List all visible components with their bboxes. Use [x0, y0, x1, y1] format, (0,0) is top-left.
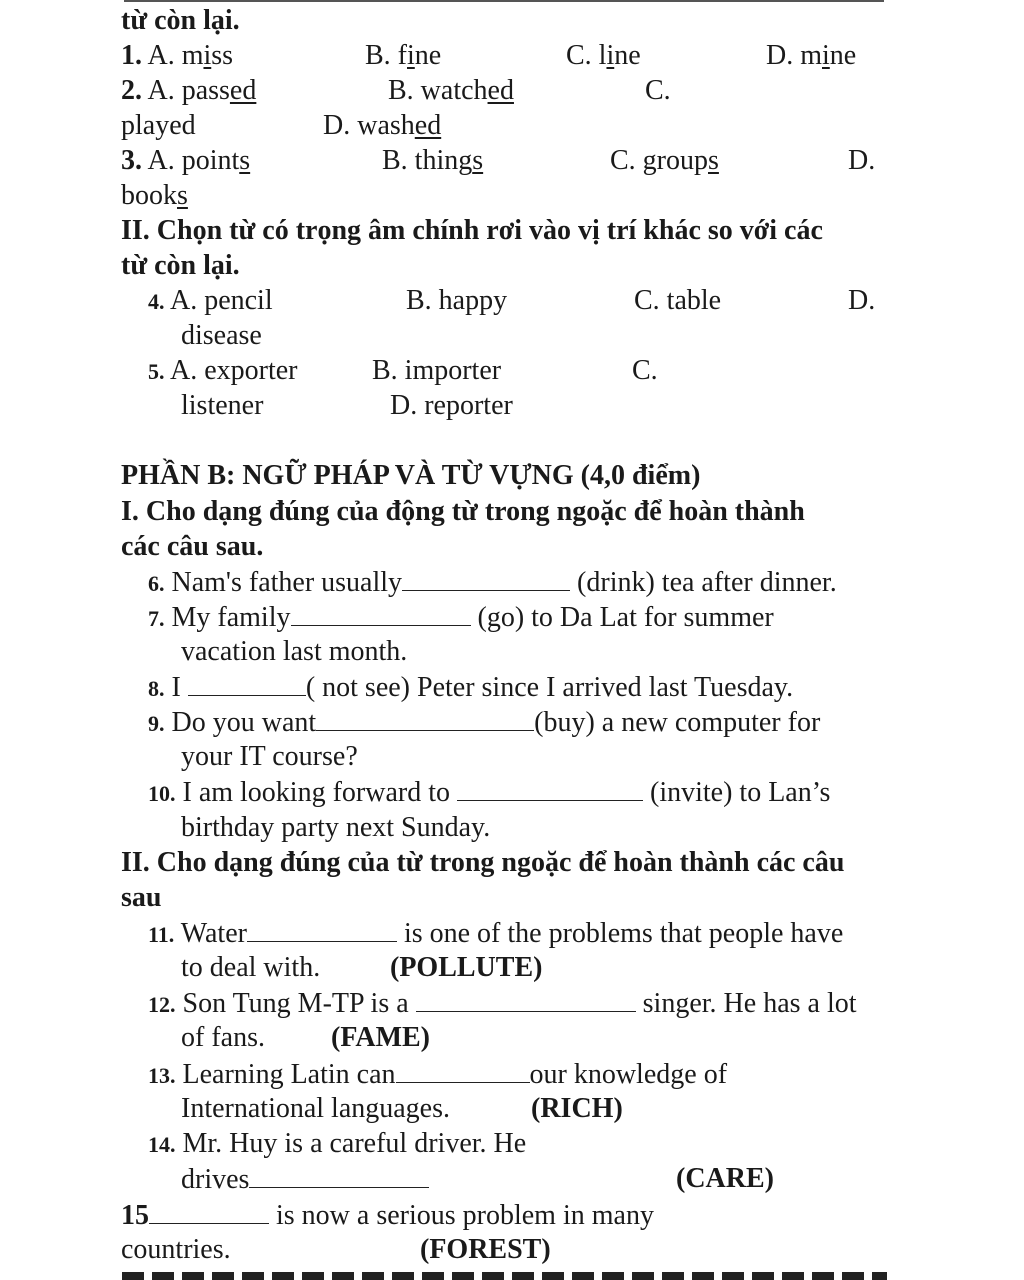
option-c: C. table: [634, 285, 722, 316]
question-number: 1.: [121, 40, 142, 71]
question-number: 6.: [148, 571, 165, 596]
item-continuation: International languages.: [181, 1093, 451, 1124]
question-number: 4.: [148, 289, 165, 314]
item-continuation: to deal with.: [181, 952, 321, 983]
option-c: C.: [645, 75, 671, 106]
question-number: 10.: [148, 781, 176, 806]
question-number: 8.: [148, 676, 165, 701]
option-d-word: books: [121, 180, 188, 211]
option-b: B. things: [382, 145, 484, 176]
option-c: C. groups: [610, 145, 719, 176]
answer-blank[interactable]: [457, 778, 643, 801]
item-continuation: drives: [181, 1164, 250, 1195]
answer-blank[interactable]: [416, 989, 636, 1012]
answer-blank[interactable]: [149, 1201, 269, 1224]
word-form-section-title-cont: sau: [121, 882, 162, 913]
root-word: (POLLUTE): [390, 952, 543, 983]
root-word: (CARE): [676, 1163, 774, 1194]
option-d: D. washed: [323, 110, 442, 141]
answer-blank[interactable]: [291, 603, 471, 626]
verb-section-title-cont: các câu sau.: [121, 531, 264, 562]
question-number: 13.: [148, 1063, 176, 1088]
option-b: B. fine: [365, 40, 442, 71]
question-number: 14.: [148, 1132, 176, 1157]
option-c-word: listener: [181, 390, 264, 421]
root-word: (FAME): [331, 1022, 430, 1053]
option-d-word: disease: [181, 320, 262, 351]
root-word: (RICH): [531, 1093, 623, 1124]
question-number: 2.: [121, 75, 142, 106]
option-d: D. mine: [766, 40, 857, 71]
question-number: 5.: [148, 359, 165, 384]
answer-blank[interactable]: [247, 919, 397, 942]
option-a: A. miss: [147, 40, 234, 71]
option-c-word: played: [121, 110, 196, 141]
question-number: 3.: [121, 145, 142, 176]
answer-blank[interactable]: [396, 1060, 530, 1083]
question-number: 7.: [148, 606, 165, 631]
option-a: A. passed: [147, 75, 257, 106]
question-number: 11.: [148, 922, 175, 947]
option-d: D. reporter: [390, 390, 513, 421]
option-b: B. watched: [388, 75, 514, 106]
root-word: (FOREST): [420, 1234, 551, 1265]
answer-blank[interactable]: [249, 1165, 429, 1188]
part-b-title: PHẦN B: NGỮ PHÁP VÀ TỪ VỰNG (4,0 điểm): [121, 460, 701, 491]
item-continuation: countries.: [121, 1234, 231, 1265]
question-number: 9.: [148, 711, 165, 736]
option-a: A. exporter: [169, 355, 298, 386]
item-continuation: vacation last month.: [181, 636, 408, 667]
word-form-section-title: II. Cho dạng đúng của từ trong ngoặc để hoàn thành các câu: [121, 847, 845, 878]
item-continuation: of fans.: [181, 1022, 265, 1053]
question-number: 12.: [148, 992, 176, 1017]
stress-section-title: II. Chọn từ có trọng âm chính rơi vào vị trí khác so với các: [121, 215, 823, 246]
option-a: A. points: [147, 145, 251, 176]
option-b: B. importer: [372, 355, 502, 386]
header-tail: từ còn lại.: [121, 5, 240, 36]
option-c: C.: [632, 355, 658, 386]
option-b: B. happy: [406, 285, 508, 316]
option-d: D.: [848, 145, 876, 176]
verb-section-title: I. Cho dạng đúng của động từ trong ngoặc để hoàn thành: [121, 496, 805, 527]
option-c: C. line: [566, 40, 641, 71]
item-continuation: birthday party next Sunday.: [181, 812, 491, 843]
answer-blank[interactable]: [316, 708, 534, 731]
answer-blank[interactable]: [188, 673, 306, 696]
answer-blank[interactable]: [402, 568, 570, 591]
item-continuation: your IT course?: [181, 741, 358, 772]
stress-section-title-cont: từ còn lại.: [121, 250, 240, 281]
question-number: 15: [121, 1200, 149, 1231]
option-d: D.: [848, 285, 876, 316]
option-a: A. pencil: [169, 285, 273, 316]
